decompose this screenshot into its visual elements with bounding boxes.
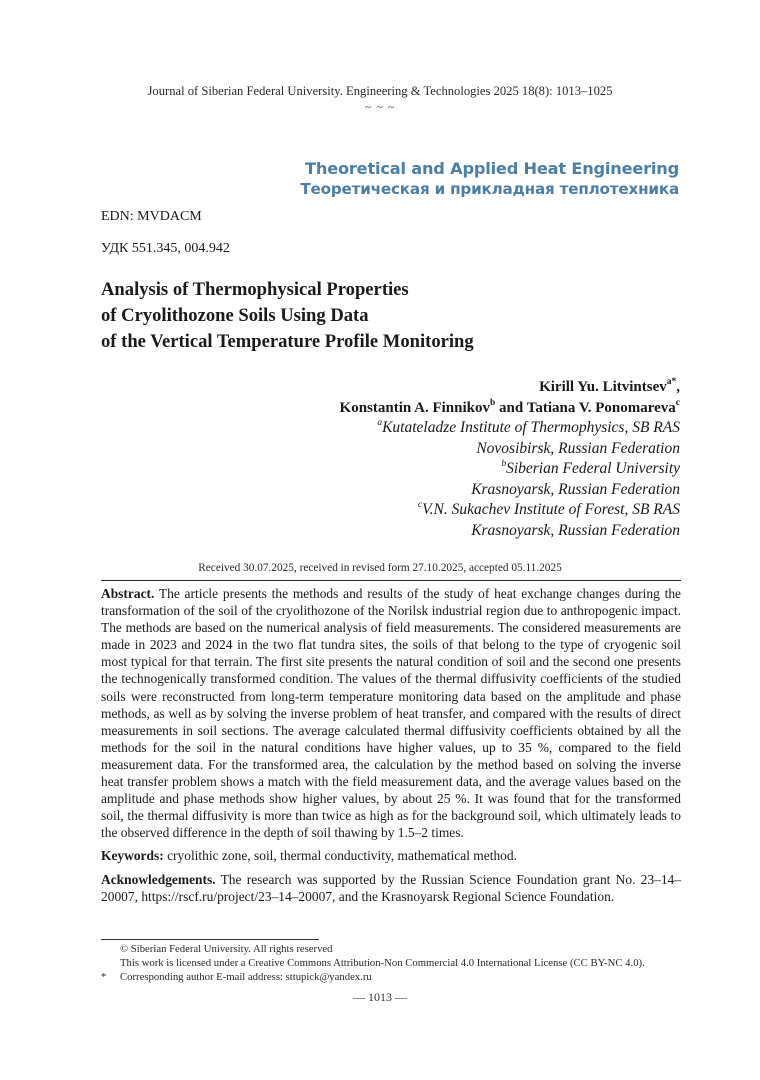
acknowledgements-label: Acknowledgements. [101,872,216,887]
affiliation-list [377,418,680,542]
affiliation-mark: a [377,417,383,428]
keywords-label: Keywords: [101,848,164,863]
author-name: Konstantin A. Finnikov [339,400,490,416]
title-line: Analysis of Thermophysical Properties [101,279,409,300]
affiliation-place: Novosibirsk, Russian Federation [476,439,680,457]
author-affiliation-mark: c [675,398,680,408]
author-affiliation-mark: a* [666,377,677,387]
affiliation-org [377,500,680,521]
affiliation-org [377,459,680,480]
corresponding-author-email: Corresponding author E-mail address: sttupick@yandex.ru [120,971,372,983]
author-name: Kirill Yu. Litvintsev [539,379,667,395]
affiliation-mark: b [501,459,507,470]
abstract-text: The article presents the methods and results of the study of heat exchange changes during the transformation of the soil of the cryolithozone of the Norilsk industrial region due to anthropogenic impact. The methods are based on the numerical analysis of field measurements. The considered measurements are made in 2023 and 2024 in the two flat tundra sites, the soils of that belong to the type of cryogenic soil most typical for that terrain. The first site presents the natural condition of soil and the second one presents the technogenically transformed condition. The values of the thermal diffusivity coefficients of the studied soils were reconstructed from long-term temperature monitoring data based on the amplitude and phase methods, as well as by solving the inverse problem of heat transfer, and compared with the results of direct measurements in soil sections. The average calculated thermal diffusivity coefficients obtained by all the methods for the soil in the natural conditions have higher values, up to 35 %, compared to the field measurement data. For the transformed area, the calculation by the method based on solving the inverse heat transfer problem shows a match with the field measurement data, and the average values based on the amplitude and phase methods show higher values, by about 25 %. It was found that for the transformed soil, the thermal diffusivity is more than twice as high as for the background soil, which ultimately leads to the observed difference in the depth of soil thawing by 1.5–2 times. [101,586,681,841]
title-line: of the Vertical Temperature Profile Monitoring [101,331,474,352]
affiliation-mark: c [417,500,423,511]
keywords-text: cryolithic zone, soil, thermal conductivity, mathematical method. [163,848,517,863]
author-name: Tatiana V. Ponomareva [526,400,676,416]
acknowledgements-text: The research was supported by the Russian Science Foundation grant No. 23–14–20007, https://rscf.ru/project/23–14–20007, and the Krasnoyarsk Regional Science Foundation. [101,872,681,905]
journal-header: Journal of Siberian Federal University. Engineering & Technologies 2025 18(8): 1013–1025 [147,84,613,98]
article-title [101,277,474,355]
acknowledgements [101,871,681,905]
affiliation-org-name: Kutateladze Institute of Thermophysics, SB RAS [382,419,680,436]
abstract [101,585,681,841]
corresponding-author-note [101,970,645,984]
author-list [340,377,680,419]
edn-code: EDN: MVDACM [101,209,202,224]
footnote-asterisk: * [101,971,107,983]
affiliation-org-name: V.N. Sukachev Institute of Forest, SB RAS [422,501,680,519]
affiliation-place: Krasnoyarsk, Russian Federation [471,480,680,498]
author-line-2 [340,398,680,419]
license-note: This work is licensed under a Creative Commons Attribution-Non Commercial 4.0 International License (CC BY-NC 4.0). [120,957,645,969]
section-title-russian: Теоретическая и прикладная теплотехника [300,180,679,198]
udk-code: УДК 551.345, 004.942 [101,241,230,256]
section-title-english: Theoretical and Applied Heat Engineering [305,159,679,178]
author-separator: , [676,379,680,395]
affiliation-place: Krasnoyarsk, Russian Federation [471,521,680,539]
divider [101,580,681,581]
affiliation-org-name: Siberian Federal University [506,460,680,478]
footnotes [101,942,645,984]
keywords [101,847,681,864]
author-line-1 [340,377,680,398]
author-affiliation-mark: b [490,398,496,408]
section-heading [300,158,679,199]
title-line: of Cryolithozone Soils Using Data [101,305,369,326]
abstract-label: Abstract. [101,586,155,601]
footnote-divider [101,939,319,940]
received-dates: Received 30.07.2025, received in revised form 27.10.2025, accepted 05.11.2025 [198,562,562,574]
page-number: — 1013 — [353,990,407,1004]
affiliation-org [377,418,680,439]
author-connector: and [495,400,527,416]
copyright-note: © Siberian Federal University. All rights reserved [120,943,333,955]
header-ornament: ~ ~ ~ [364,100,396,114]
